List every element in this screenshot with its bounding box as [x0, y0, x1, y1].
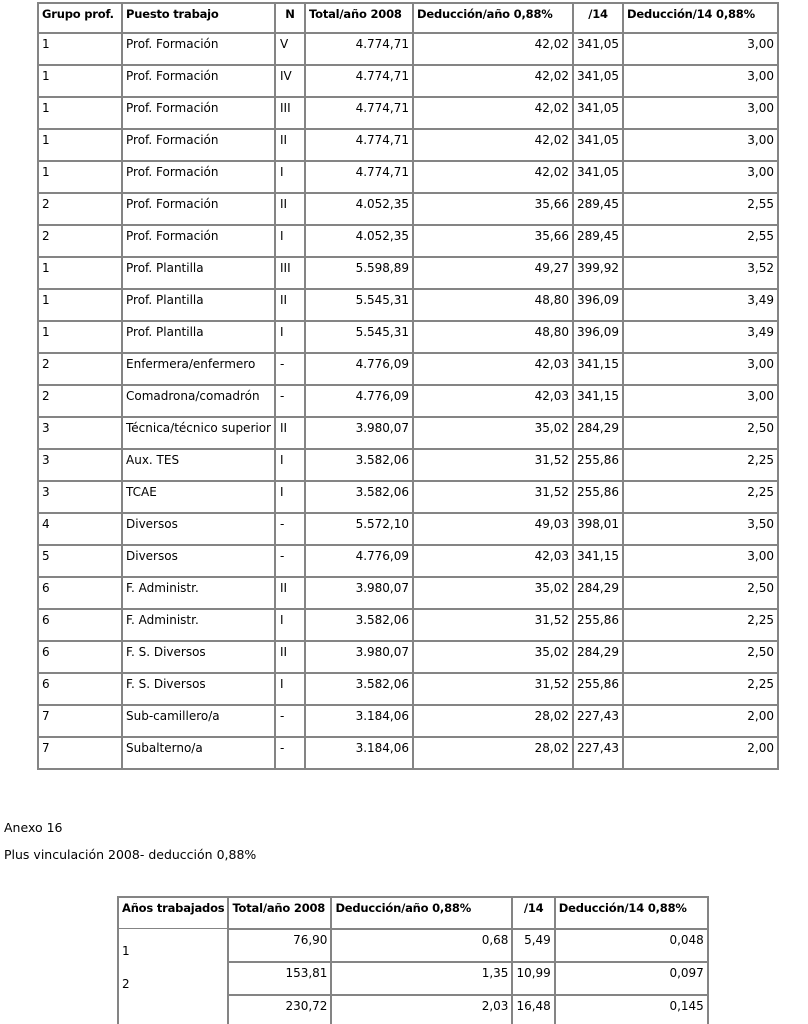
- table-cell: 2,25: [623, 449, 778, 481]
- table-cell: Prof. Plantilla: [122, 257, 275, 289]
- table-cell: 255,86: [573, 609, 623, 641]
- table-cell: 2,25: [623, 481, 778, 513]
- table-cell: TCAE: [122, 481, 275, 513]
- table-cell: F. Administr.: [122, 577, 275, 609]
- table-cell: 35,02: [413, 641, 573, 673]
- table-cell: 6: [38, 673, 122, 705]
- table-cell: 28,02: [413, 737, 573, 769]
- table-cell: 341,05: [573, 33, 623, 65]
- table-row: [38, 289, 778, 321]
- table-cell: 289,45: [573, 193, 623, 225]
- table-cell: 1: [38, 33, 122, 65]
- table-cell: 1: [38, 321, 122, 353]
- table-cell: 4.774,71: [305, 97, 413, 129]
- table-cell: 4.052,35: [305, 193, 413, 225]
- table-cell: 3,49: [623, 289, 778, 321]
- table-cell: 3,00: [623, 385, 778, 417]
- table-cell: 49,27: [413, 257, 573, 289]
- table-cell: 1: [38, 97, 122, 129]
- table-cell: Sub-camillero/a: [122, 705, 275, 737]
- table-cell: Prof. Plantilla: [122, 289, 275, 321]
- table-cell: 3.980,07: [305, 641, 413, 673]
- table-cell: 284,29: [573, 641, 623, 673]
- table-cell: Prof. Formación: [122, 193, 275, 225]
- table-cell: 396,09: [573, 321, 623, 353]
- table-cell: III: [275, 257, 305, 289]
- table-cell: 42,03: [413, 353, 573, 385]
- table-cell: Subalterno/a: [122, 737, 275, 769]
- table-cell: 1: [38, 65, 122, 97]
- table-cell: II: [275, 641, 305, 673]
- table-cell: 227,43: [573, 737, 623, 769]
- table-cell: 5.545,31: [305, 321, 413, 353]
- table-cell: 2,50: [623, 577, 778, 609]
- years-worked-table: [117, 896, 709, 1024]
- table-cell: 1: [118, 929, 228, 962]
- table-cell: 2: [38, 385, 122, 417]
- table-cell: 35,02: [413, 577, 573, 609]
- table-cell: 255,86: [573, 481, 623, 513]
- column-header: Deducción/año 0,88%: [413, 3, 573, 33]
- table-cell: 227,43: [573, 705, 623, 737]
- table-cell: 42,02: [413, 129, 573, 161]
- table-cell: 31,52: [413, 481, 573, 513]
- table-cell: 3,00: [623, 545, 778, 577]
- table-cell: I: [275, 449, 305, 481]
- table-cell: 2: [38, 193, 122, 225]
- table-cell: 3,00: [623, 97, 778, 129]
- table-cell: F. Administr.: [122, 609, 275, 641]
- column-header: Deducción/14 0,88%: [555, 897, 708, 929]
- table-cell: 28,02: [413, 705, 573, 737]
- table-cell: 2,00: [623, 705, 778, 737]
- column-header: /14: [512, 897, 554, 929]
- table-cell: 399,92: [573, 257, 623, 289]
- table-cell: 2,03: [331, 995, 512, 1024]
- table-cell: -: [275, 513, 305, 545]
- table-row: [38, 225, 778, 257]
- table-cell: II: [275, 129, 305, 161]
- table-cell: Aux. TES: [122, 449, 275, 481]
- table-cell: Diversos: [122, 513, 275, 545]
- table-cell: II: [275, 577, 305, 609]
- table-row: [38, 737, 778, 769]
- table-cell: 1,35: [331, 962, 512, 995]
- anexo-label: Anexo 16: [4, 820, 63, 835]
- table-cell: Enfermera/enfermero: [122, 353, 275, 385]
- table-cell: -: [275, 545, 305, 577]
- table-cell: I: [275, 321, 305, 353]
- table-cell: 3: [38, 417, 122, 449]
- table-row: [38, 353, 778, 385]
- table-cell: Prof. Formación: [122, 65, 275, 97]
- table-cell: 42,02: [413, 65, 573, 97]
- table-row: [38, 33, 778, 65]
- table-cell: 3,00: [623, 65, 778, 97]
- table-row: [118, 995, 708, 1024]
- table-cell: II: [275, 289, 305, 321]
- table-cell: 341,05: [573, 65, 623, 97]
- table-cell: 4.776,09: [305, 385, 413, 417]
- table-cell: I: [275, 161, 305, 193]
- table-row: [38, 481, 778, 513]
- table-cell: 4: [38, 513, 122, 545]
- table-row: [38, 577, 778, 609]
- table-cell: Diversos: [122, 545, 275, 577]
- table-row: [38, 161, 778, 193]
- table-cell: 3.582,06: [305, 609, 413, 641]
- table-cell: 4.776,09: [305, 353, 413, 385]
- table-cell: 3: [38, 449, 122, 481]
- table-cell: 2: [38, 353, 122, 385]
- table-cell: 255,86: [573, 449, 623, 481]
- table-cell: 3.582,06: [305, 673, 413, 705]
- table-cell: 35,66: [413, 225, 573, 257]
- column-header: Total/año 2008: [228, 897, 331, 929]
- table-row: [118, 929, 708, 962]
- table-cell: 0,048: [555, 929, 708, 962]
- column-header: /14: [573, 3, 623, 33]
- table-cell: 3,50: [623, 513, 778, 545]
- table-cell: 255,86: [573, 673, 623, 705]
- table-cell: 3.582,06: [305, 481, 413, 513]
- table-cell: 2: [38, 225, 122, 257]
- table-cell: III: [275, 97, 305, 129]
- column-header: Grupo prof.: [38, 3, 122, 33]
- table-cell: 42,02: [413, 97, 573, 129]
- table-cell: 76,90: [228, 929, 331, 962]
- column-header: Total/año 2008: [305, 3, 413, 33]
- table-cell: 3,49: [623, 321, 778, 353]
- table-row: [38, 257, 778, 289]
- table-cell: I: [275, 673, 305, 705]
- table-cell: 1: [38, 289, 122, 321]
- table-row: [38, 545, 778, 577]
- table-cell: 341,05: [573, 97, 623, 129]
- table-cell: 7: [38, 737, 122, 769]
- table-row: [38, 385, 778, 417]
- table-cell: 10,99: [512, 962, 554, 995]
- header-row: [38, 3, 778, 33]
- table-cell: 31,52: [413, 609, 573, 641]
- table-row: [38, 321, 778, 353]
- table-cell: 48,80: [413, 321, 573, 353]
- table-cell: Técnica/técnico superior: [122, 417, 275, 449]
- table-cell: 3,00: [623, 129, 778, 161]
- table-cell: 341,05: [573, 129, 623, 161]
- table-cell: I: [275, 481, 305, 513]
- table-cell: 49,03: [413, 513, 573, 545]
- table-cell: 398,01: [573, 513, 623, 545]
- table-row: [38, 705, 778, 737]
- table-row: [38, 417, 778, 449]
- table-cell: 42,03: [413, 385, 573, 417]
- table-cell: 6: [38, 609, 122, 641]
- table-cell: 3.582,06: [305, 449, 413, 481]
- table-cell: 284,29: [573, 577, 623, 609]
- table-row: [38, 513, 778, 545]
- salary-deduction-table: [37, 2, 779, 770]
- table-row: [38, 65, 778, 97]
- table-cell: 42,03: [413, 545, 573, 577]
- table-cell: 3.184,06: [305, 737, 413, 769]
- table-cell: 3.184,06: [305, 705, 413, 737]
- table-row: [38, 129, 778, 161]
- table-cell: 2: [118, 962, 228, 995]
- table-row: [38, 193, 778, 225]
- header-row: [118, 897, 708, 929]
- table-cell: 3.980,07: [305, 417, 413, 449]
- table-cell: Prof. Formación: [122, 33, 275, 65]
- table-cell: 3: [38, 481, 122, 513]
- table-cell: 2,25: [623, 673, 778, 705]
- table-cell: 3.980,07: [305, 577, 413, 609]
- table-cell: 396,09: [573, 289, 623, 321]
- table-cell: Prof. Formación: [122, 161, 275, 193]
- table-cell: 0,097: [555, 962, 708, 995]
- table-cell: 6: [38, 577, 122, 609]
- table-cell: I: [275, 609, 305, 641]
- table-cell: [118, 995, 228, 1024]
- table-cell: 6: [38, 641, 122, 673]
- table-cell: 341,15: [573, 385, 623, 417]
- table-cell: II: [275, 193, 305, 225]
- table-cell: 3,00: [623, 161, 778, 193]
- table-cell: Prof. Formación: [122, 129, 275, 161]
- table-cell: -: [275, 353, 305, 385]
- table-cell: 5.572,10: [305, 513, 413, 545]
- table-cell: 341,15: [573, 353, 623, 385]
- table-cell: 5,49: [512, 929, 554, 962]
- table-cell: 48,80: [413, 289, 573, 321]
- table-cell: 341,05: [573, 161, 623, 193]
- table-cell: 4.774,71: [305, 161, 413, 193]
- table-row: [38, 673, 778, 705]
- table-cell: Prof. Plantilla: [122, 321, 275, 353]
- table-cell: 289,45: [573, 225, 623, 257]
- table-cell: 4.774,71: [305, 129, 413, 161]
- table-row: [38, 449, 778, 481]
- table-cell: V: [275, 33, 305, 65]
- table-cell: 3,00: [623, 353, 778, 385]
- table-cell: 153,81: [228, 962, 331, 995]
- table-cell: 0,145: [555, 995, 708, 1024]
- table-row: [118, 962, 708, 995]
- table-cell: 4.776,09: [305, 545, 413, 577]
- table-cell: Comadrona/comadrón: [122, 385, 275, 417]
- table-cell: -: [275, 737, 305, 769]
- table-cell: 5.598,89: [305, 257, 413, 289]
- table-cell: 35,02: [413, 417, 573, 449]
- table-cell: -: [275, 385, 305, 417]
- table-cell: II: [275, 417, 305, 449]
- table-cell: 7: [38, 705, 122, 737]
- subtitle-label: Plus vinculación 2008- deducción 0,88%: [4, 847, 257, 862]
- column-header: Deducción/año 0,88%: [331, 897, 512, 929]
- table-row: [38, 641, 778, 673]
- table-cell: 2,50: [623, 417, 778, 449]
- table-cell: Prof. Formación: [122, 97, 275, 129]
- table-cell: Prof. Formación: [122, 225, 275, 257]
- table-cell: 16,48: [512, 995, 554, 1024]
- table-cell: 4.052,35: [305, 225, 413, 257]
- table-cell: 1: [38, 257, 122, 289]
- table-cell: 341,15: [573, 545, 623, 577]
- table-cell: 3,52: [623, 257, 778, 289]
- table-cell: F. S. Diversos: [122, 641, 275, 673]
- table-cell: 42,02: [413, 33, 573, 65]
- table-cell: 31,52: [413, 673, 573, 705]
- table-cell: 2,55: [623, 225, 778, 257]
- table-cell: 0,68: [331, 929, 512, 962]
- table-cell: 230,72: [228, 995, 331, 1024]
- table-cell: 2,50: [623, 641, 778, 673]
- table-cell: 1: [38, 129, 122, 161]
- table-cell: IV: [275, 65, 305, 97]
- column-header: Años trabajados: [118, 897, 228, 929]
- table-cell: 4.774,71: [305, 33, 413, 65]
- table-cell: 284,29: [573, 417, 623, 449]
- table-cell: 4.774,71: [305, 65, 413, 97]
- table-cell: 31,52: [413, 449, 573, 481]
- table-row: [38, 97, 778, 129]
- table-cell: -: [275, 705, 305, 737]
- column-header: Puesto trabajo: [122, 3, 275, 33]
- table-cell: 1: [38, 161, 122, 193]
- table-cell: 42,02: [413, 161, 573, 193]
- table-cell: I: [275, 225, 305, 257]
- table-cell: 35,66: [413, 193, 573, 225]
- table-row: [38, 609, 778, 641]
- table-cell: 2,25: [623, 609, 778, 641]
- table-cell: 2,00: [623, 737, 778, 769]
- table-cell: 2,55: [623, 193, 778, 225]
- table-cell: 3,00: [623, 33, 778, 65]
- table-cell: 5.545,31: [305, 289, 413, 321]
- column-header: N: [275, 3, 305, 33]
- table-cell: 5: [38, 545, 122, 577]
- table-cell: F. S. Diversos: [122, 673, 275, 705]
- column-header: Deducción/14 0,88%: [623, 3, 778, 33]
